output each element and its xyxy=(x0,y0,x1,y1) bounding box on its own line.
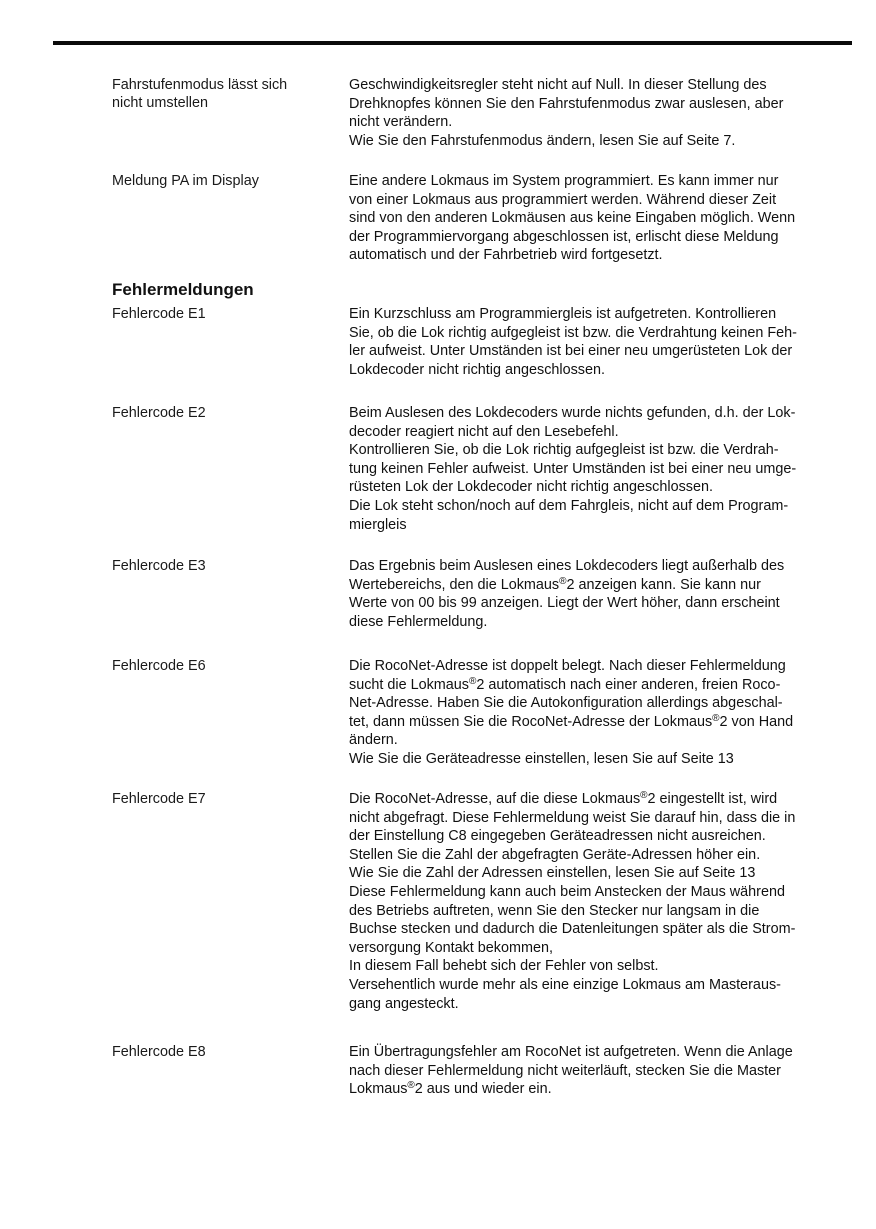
text-line: Die RocoNet-Adresse, auf die diese Lokmaus®2 eingestellt ist, wird xyxy=(349,790,778,807)
text-line: Wie Sie den Fahrstufenmodus ändern, lesen Sie auf Seite 7. xyxy=(349,132,736,149)
error-code-description xyxy=(349,657,851,769)
entry-label xyxy=(112,76,332,112)
text-line: versorgung Kontakt bekommen, xyxy=(349,939,553,956)
text-line: Diese Fehlermeldung kann auch beim Anstecken der Maus während xyxy=(349,883,785,900)
entry-description xyxy=(349,172,851,265)
text-line: Werte von 00 bis 99 anzeigen. Liegt der Wert höher, dann erscheint xyxy=(349,595,780,612)
error-code-description xyxy=(349,1043,851,1099)
text-line: Ein Kurzschluss am Programmiergleis ist aufgetreten. Kontrollieren xyxy=(349,306,777,322)
text-line: Beim Auslesen des Lokdecoders wurde nichts gefunden, d.h. der Lok- xyxy=(349,405,796,421)
error-code-description xyxy=(349,305,851,379)
text-line: nicht abgefragt. Diese Fehlermeldung weist Sie darauf hin, dass die in xyxy=(349,809,796,826)
entry-label-line: Fahrstufenmodus lässt sich xyxy=(112,77,288,93)
registered-trademark-icon: ® xyxy=(640,790,648,801)
text-line: In diesem Fall behebt sich der Fehler von selbst. xyxy=(349,958,659,975)
error-code-label: Fehlercode E6 xyxy=(112,658,206,674)
text-line: tung keinen Fehler aufweist. Unter Umständen ist bei einer neu umge- xyxy=(349,460,797,477)
text-line: Die RocoNet-Adresse ist doppelt belegt. Nach dieser Fehlermeldung xyxy=(349,658,786,674)
text-line: sind von den anderen Lokmäusen aus keine Eingaben möglich. Wenn xyxy=(349,210,796,227)
text-line: rüsteten Lok der Lokdecoder nicht richtig angeschlossen. xyxy=(349,479,713,496)
text-line: Ein Übertragungsfehler am RocoNet ist aufgetreten. Wenn die Anlage xyxy=(349,1044,793,1060)
text-line: decoder reagiert nicht auf den Lesebefehl. xyxy=(349,423,619,440)
text-line: Kontrollieren Sie, ob die Lok richtig aufgegleist ist bzw. die Verdrah- xyxy=(349,442,779,459)
error-code-label: Fehlercode E3 xyxy=(112,558,206,574)
text-line: Wie Sie die Zahl der Adressen einstellen, lesen Sie auf Seite 13 xyxy=(349,865,756,882)
text-line: sucht die Lokmaus®2 automatisch nach einer anderen, freien Roco- xyxy=(349,675,781,693)
text-line: ler aufweist. Unter Umständen ist bei einer neu umgerüsteten Lok der xyxy=(349,343,793,360)
text-line: Buchse stecken und dadurch die Datenleitungen später als die Strom- xyxy=(349,921,796,938)
text-line: Die Lok steht schon/noch auf dem Fahrgleis, nicht auf dem Program- xyxy=(349,497,789,514)
error-code-label: Fehlercode E1 xyxy=(112,306,206,322)
text-line: nicht verändern. xyxy=(349,114,453,131)
entry-label-line: Meldung PA im Display xyxy=(112,173,259,189)
text-line: Geschwindigkeitsregler steht nicht auf Null. In dieser Stellung des xyxy=(349,77,767,93)
text-line: miergleis xyxy=(349,516,407,533)
registered-trademark-icon: ® xyxy=(469,675,477,687)
text-line: Wie Sie die Geräteadresse einstellen, lesen Sie auf Seite 13 xyxy=(349,750,734,767)
text-line: ändern. xyxy=(349,732,398,749)
text-line: Lokdecoder nicht richtig angeschlossen. xyxy=(349,361,605,378)
text-line: Wertebereichs, den die Lokmaus®2 anzeigen kann. Sie kann nur xyxy=(349,575,761,593)
error-code-description xyxy=(349,790,851,1013)
registered-trademark-icon: ® xyxy=(559,575,567,587)
text-line: tet, dann müssen Sie die RocoNet-Adresse der Lokmaus®2 von Hand xyxy=(349,712,794,730)
text-line: Sie, ob die Lok richtig aufgegleist ist bzw. die Verdrahtung keinen Feh- xyxy=(349,324,797,341)
entry-label-line: nicht umstellen xyxy=(112,95,208,111)
text-line: Drehknopfes können Sie den Fahrstufenmodus zwar auslesen, aber xyxy=(349,95,784,112)
text-line: der Einstellung C8 eingegeben Geräteadressen nicht ausreichen. xyxy=(349,828,766,845)
text-line: Versehentlich wurde mehr als eine einzige Lokmaus am Masteraus- xyxy=(349,976,781,993)
text-line: gang angesteckt. xyxy=(349,995,459,1012)
text-line: des Betriebs auftreten, wenn Sie den Stecker nur langsam in die xyxy=(349,902,760,919)
error-code-description xyxy=(349,404,851,534)
text-line: nach dieser Fehlermeldung nicht weiterläuft, stecken Sie die Master xyxy=(349,1062,781,1079)
text-line: Lokmaus®2 aus und wieder ein. xyxy=(349,1080,552,1098)
section-heading: Fehlermeldungen xyxy=(112,280,254,299)
error-code-description xyxy=(349,557,851,631)
text-line: Net-Adresse. Haben Sie die Autokonfiguration allerdings abgeschal- xyxy=(349,695,783,712)
text-line: Eine andere Lokmaus im System programmiert. Es kann immer nur xyxy=(349,173,779,189)
entry-description xyxy=(349,76,851,150)
text-line: automatisch und der Fahrbetrieb wird fortgesetzt. xyxy=(349,247,663,264)
text-line: diese Fehlermeldung. xyxy=(349,613,488,630)
text-line: von einer Lokmaus aus programmiert werden. Während dieser Zeit xyxy=(349,191,777,208)
text-line: Stellen Sie die Zahl der abgefragten Geräte-Adressen höher ein. xyxy=(349,846,761,863)
top-horizontal-rule xyxy=(53,41,852,45)
registered-trademark-icon: ® xyxy=(712,712,720,724)
text-line: Das Ergebnis beim Auslesen eines Lokdecoders liegt außerhalb des xyxy=(349,558,785,574)
text-line: der Programmiervorgang abgeschlossen ist, erlischt diese Meldung xyxy=(349,228,779,245)
error-code-label: Fehlercode E7 xyxy=(112,791,206,807)
registered-trademark-icon: ® xyxy=(407,1080,415,1092)
error-code-label: Fehlercode E8 xyxy=(112,1044,206,1060)
error-code-label: Fehlercode E2 xyxy=(112,405,206,421)
entry-label xyxy=(112,172,332,190)
